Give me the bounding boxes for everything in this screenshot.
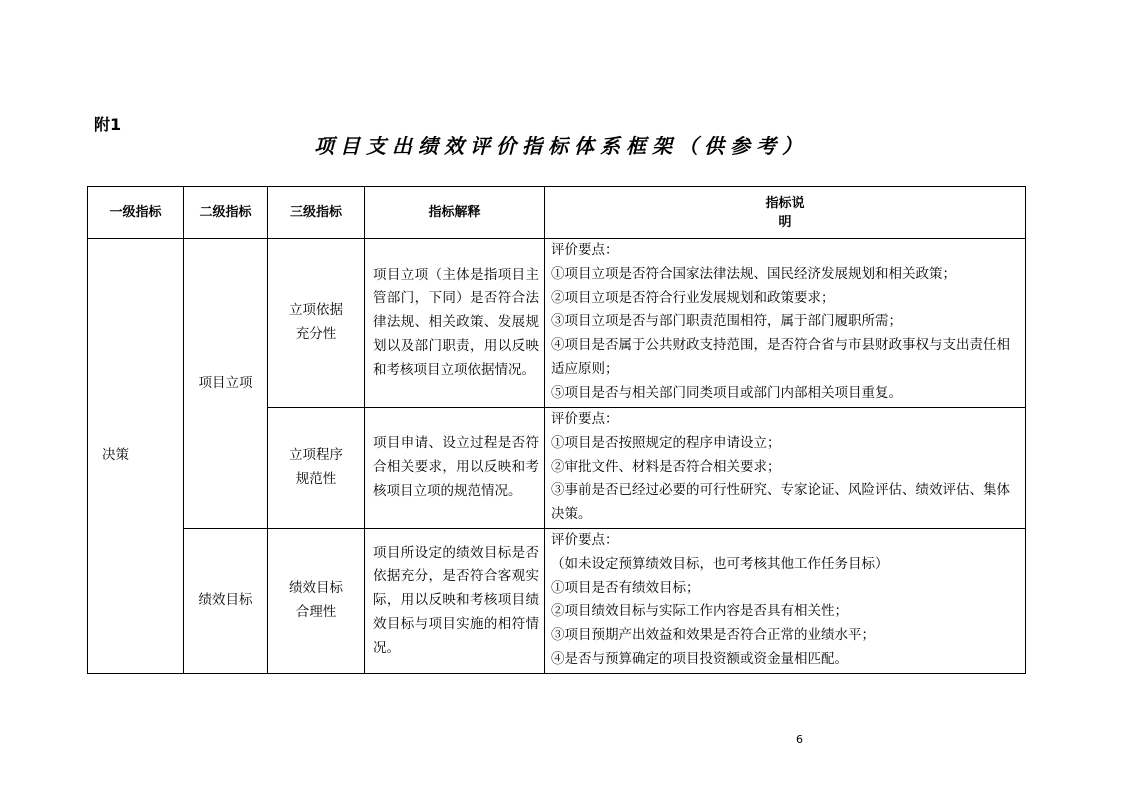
- description-line: ④项目是否属于公共财政支持范围，是否符合省与市县财政事权与支出责任相适应原则；: [551, 337, 1010, 377]
- level3-cell: 绩效目标合理性: [268, 529, 365, 674]
- header-description: [545, 187, 1026, 239]
- description-line: ③项目立项是否与部门职责范围相符，属于部门履职所需；: [551, 313, 902, 330]
- description-heading: 评价要点：: [551, 242, 619, 258]
- header-description-line2: 明: [778, 214, 792, 230]
- description-cell: [545, 408, 1026, 529]
- document-title: 项目支出绩效评价指标体系框架（供参考）: [314, 134, 808, 158]
- indicator-table: [87, 186, 1026, 674]
- explanation-cell: 项目所设定的绩效目标是否依据充分，是否符合客观实际，用以反映和考核项目绩效目标与项目实施的相符情况。: [365, 529, 545, 674]
- header-explanation: 指标解释: [365, 187, 545, 239]
- header-level1: 一级指标: [88, 187, 184, 239]
- level3-cell: 立项依据充分性: [268, 239, 365, 408]
- description-cell: [545, 239, 1026, 408]
- description-line: ①项目立项是否符合国家法律法规、国民经济发展规划和相关政策；: [551, 265, 956, 282]
- description-line: ⑤项目是否与相关部门同类项目或部门内部相关项目重复。: [551, 384, 902, 401]
- description-heading: 评价要点：: [551, 532, 619, 548]
- description-line: ①项目是否按照规定的程序申请设立；: [551, 434, 781, 451]
- level2-cell: 绩效目标: [184, 529, 268, 674]
- header-level2: 二级指标: [184, 187, 268, 239]
- header-description-line1: 指标说: [765, 195, 805, 211]
- description-line: ②项目绩效目标与实际工作内容是否具有相关性；: [551, 603, 848, 620]
- description-line: ④是否与预算确定的项目投资额或资金量相匹配。: [551, 650, 848, 667]
- level1-cell: 决策: [88, 239, 184, 674]
- table-header-row: [88, 187, 1026, 239]
- page-number: 6: [796, 733, 803, 746]
- level2-cell: 项目立项: [184, 239, 268, 529]
- level3-cell: 立项程序规范性: [268, 408, 365, 529]
- description-line: ③事前是否已经过必要的可行性研究、专家论证、风险评估、绩效评估、集体决策。: [551, 482, 1010, 523]
- header-level3: 三级指标: [268, 187, 365, 239]
- table-row: [88, 239, 1026, 408]
- description-line: ②项目立项是否符合行业发展规划和政策要求；: [551, 289, 835, 306]
- attachment-label: 附1: [94, 115, 122, 134]
- description-heading: 评价要点：: [551, 411, 619, 427]
- description-cell: [545, 529, 1026, 674]
- table-row: [88, 529, 1026, 674]
- explanation-cell: 项目立项（主体是指项目主管部门，下同）是否符合法律法规、相关政策、发展规划以及部门职责，用以反映和考核项目立项依据情况。: [365, 239, 545, 408]
- description-line: ③项目预期产出效益和效果是否符合正常的业绩水平；: [551, 627, 875, 644]
- description-line: ②审批文件、材料是否符合相关要求；: [551, 458, 781, 475]
- explanation-cell: 项目申请、设立过程是否符合相关要求，用以反映和考核项目立项的规范情况。: [365, 408, 545, 529]
- description-line: ①项目是否有绩效目标；: [551, 579, 700, 596]
- description-line: （如未设定预算绩效目标，也可考核其他工作任务目标）: [551, 555, 889, 572]
